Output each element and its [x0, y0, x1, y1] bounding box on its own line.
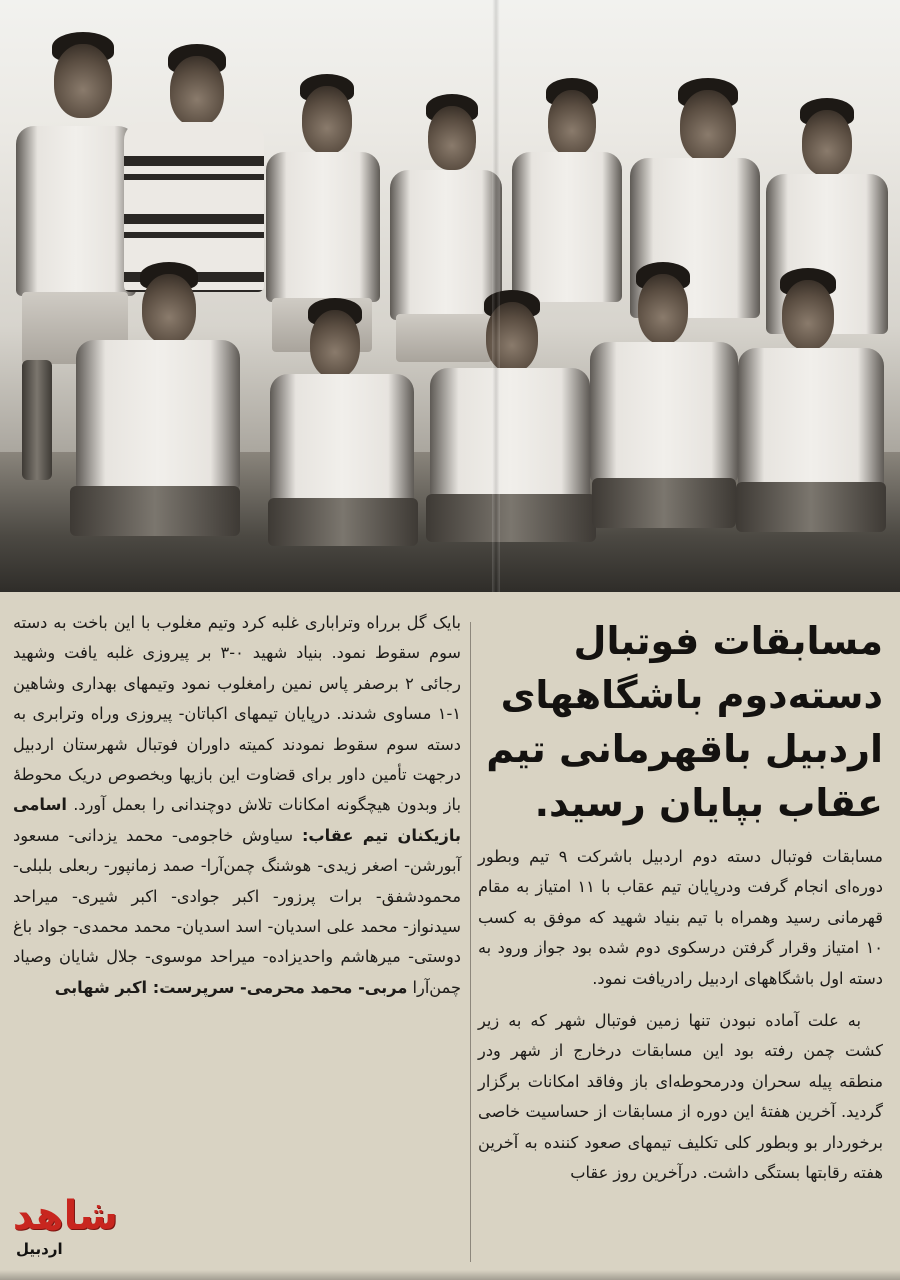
- player-crouching-1: [60, 262, 250, 552]
- article-headline: مسابقات فوتبال دسته‌دوم باشگاههای اردبیل باقهرمانی تیم عقاب بپایان رسید.: [486, 619, 883, 825]
- player-crouching-4: [584, 262, 744, 552]
- logo-city: اردبیل: [16, 1240, 63, 1258]
- coach-line: مربی- محمد محرمی- سرپرست: اکبر شهابی: [54, 977, 408, 997]
- article-column-left: [13, 592, 461, 1003]
- page-edge-shadow: [0, 1270, 900, 1280]
- roster-title: اسامی بازیکنان تیم عقاب:: [13, 795, 461, 845]
- player-crouching-5: [730, 268, 890, 548]
- team-photo: [0, 0, 900, 592]
- article-column-right: [478, 592, 883, 1188]
- watermark-logo: [12, 1186, 124, 1270]
- roster-names: سیاوش خاجومی- محمد یزدانی- مسعود آبورشن- اصغر زیدی- هوشنگ چمن‌آرا- صمد زمانپور- ربعلی بلبلی- محمودشفق- برات پرزور- اکبر جوادی- اکبر شیری- میراحد سیدنواز- محمد علی اسدیان- اسد اسدیان- محمد محمدی- جواد باغ دوستی- میرهاشم واحدیزاده- میراحد موسوی- جلال شایان وصیاد چمن‌آرا: [13, 825, 461, 997]
- results-text: بایک گل برراه وتراباری غلبه کرد وتیم مغلوب با این باخت به دسته سوم سقوط نمود. بنیاد شهید ۰-۳ بر پیروزی غلبه یافت وشهید رجائی ۲ برصفر پاس نمین رامغلوب نمود وتیمهای بهداری وشاهین ۱-۱ مساوی شدند. درپایان تیمهای اکباتان- پیروزی وراه وترابری به دسته سوم سقوط نمودند کمیته داوران فوتبال شهرستان اردبیل درجهت تأمین داور برای قضاوت این بازیها وبخصوص دریک محوطهٔ باز وبدون هیچگونه امکانات تلاش دوچندانی را بعمل آورد.: [13, 613, 462, 815]
- logo-mark: شاهد: [12, 1193, 118, 1239]
- article-paragraph-3: [13, 608, 461, 1003]
- article-paragraph-1: مسابقات فوتبال دسته دوم اردبیل باشرکت ۹ تیم وبطور دوره‌ای انجام گرفت ودرپایان تیم عقاب با ۱۱ امتیاز به مقام قهرمانی رسید وهمراه با تیم بنیاد شهید که موفق به کسب ۱۰ امتیاز وقرار گرفتن درسکوی دوم شده بود جواز ورود به دسته اول باشگاههای اردبیل رادریافت نمود.: [478, 847, 883, 988]
- player-crouching-3: [420, 290, 600, 560]
- article-text-area: [0, 592, 900, 1280]
- player-crouching-2: [262, 298, 422, 558]
- paper-fold: [492, 0, 500, 592]
- column-divider: [470, 622, 471, 1262]
- article-paragraph-2: به علت آماده نبودن تنها زمین فوتبال شهر که به زیر کشت چمن رفته بود این مسابقات درخارج از شهر ودر منطقه پیله سحران ودرمحوطه‌ای باز وفاقد امکانات برگزار گردید. آخرین هفتهٔ این دوره از مسابقات از حساسیت خاصی برخوردار بو وبطور کلی تکلیف تیمهای صعود کننده به آخرین هفته رقابتها بستگی داشت. درآخرین روز عقاب: [478, 1011, 883, 1183]
